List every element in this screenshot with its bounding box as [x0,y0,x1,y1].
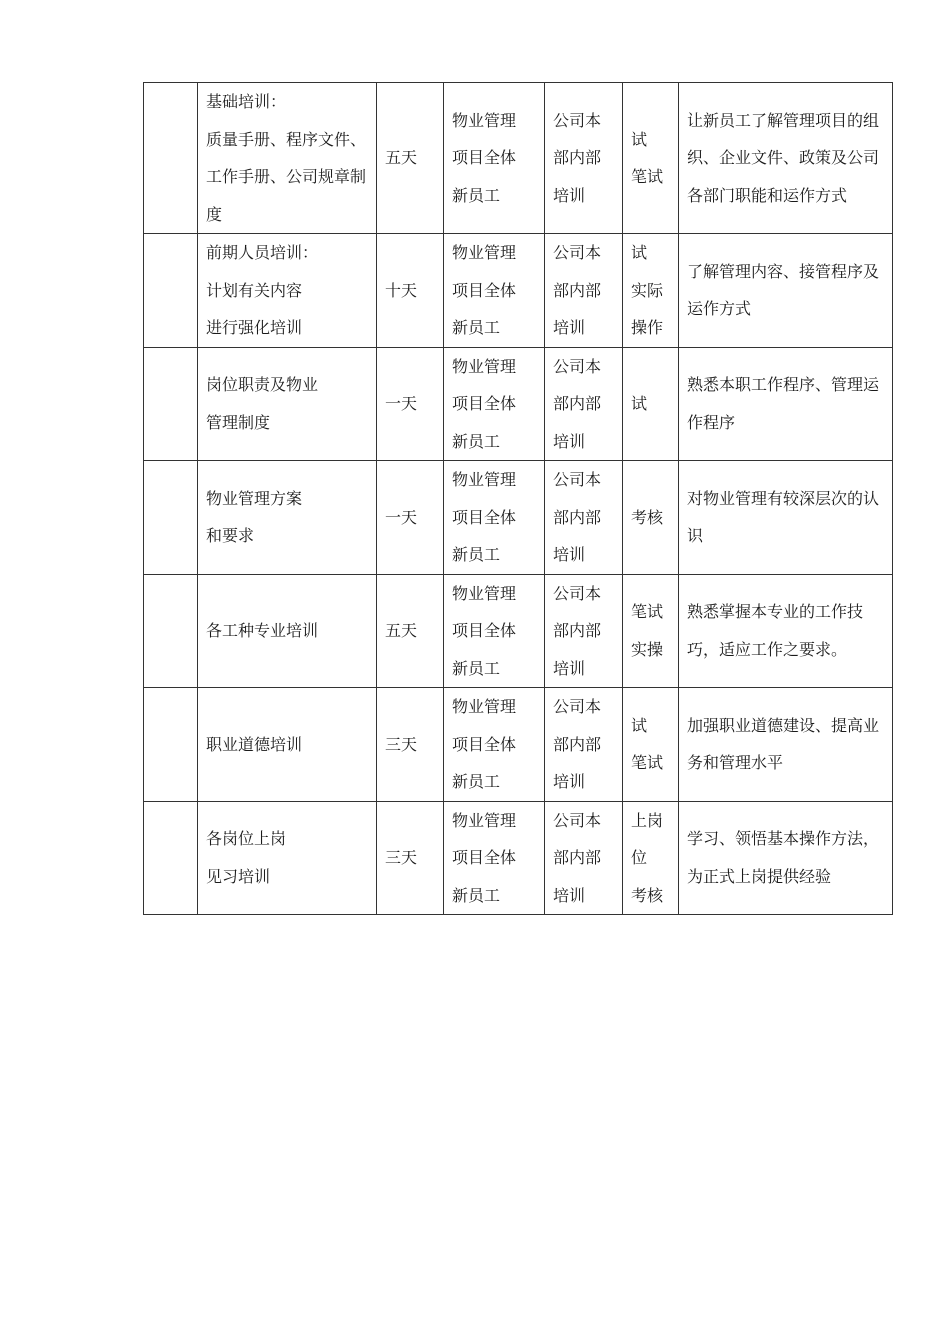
training-content-cell: 前期人员培训： 计划有关内容 进行强化培训 [198,234,377,348]
duration-cell: 三天 [377,801,444,915]
organizer-cell: 公司本 部内部 培训 [545,574,623,688]
purpose-cell: 对物业管理有较深层次的认识 [679,461,893,575]
row-index-cell [144,801,198,915]
trainees-cell: 物业管理 项目全体 新员工 [444,461,545,575]
duration-cell: 一天 [377,347,444,461]
table-row [144,83,893,234]
trainees-cell: 物业管理 项目全体 新员工 [444,688,545,802]
table-row [144,688,893,802]
table-row [144,574,893,688]
row-index-cell [144,234,198,348]
row-index-cell [144,461,198,575]
row-index-cell [144,83,198,234]
assessment-cell: 试 笔试 [623,688,679,802]
trainees-cell: 物业管理 项目全体 新员工 [444,234,545,348]
assessment-cell: 试 实际 操作 [623,234,679,348]
organizer-cell: 公司本 部内部 培训 [545,234,623,348]
row-index-cell [144,574,198,688]
duration-cell: 五天 [377,574,444,688]
trainees-cell: 物业管理 项目全体 新员工 [444,83,545,234]
duration-cell: 一天 [377,461,444,575]
table-row [144,801,893,915]
purpose-cell: 加强职业道德建设、提高业务和管理水平 [679,688,893,802]
organizer-cell: 公司本 部内部 培训 [545,461,623,575]
organizer-cell: 公司本 部内部 培训 [545,83,623,234]
assessment-cell: 上岗 位 考核 [623,801,679,915]
trainees-cell: 物业管理 项目全体 新员工 [444,347,545,461]
assessment-cell: 试 笔试 [623,83,679,234]
table-row [144,234,893,348]
row-index-cell [144,347,198,461]
assessment-cell: 笔试 实操 [623,574,679,688]
purpose-cell: 了解管理内容、接管程序及运作方式 [679,234,893,348]
organizer-cell: 公司本 部内部 培训 [545,688,623,802]
training-content-cell: 物业管理方案 和要求 [198,461,377,575]
row-index-cell [144,688,198,802]
table-row [144,347,893,461]
training-content-cell: 岗位职责及物业 管理制度 [198,347,377,461]
organizer-cell: 公司本 部内部 培训 [545,347,623,461]
purpose-cell: 让新员工了解管理项目的组织、企业文件、政策及公司各部门职能和运作方式 [679,83,893,234]
duration-cell: 十天 [377,234,444,348]
trainees-cell: 物业管理 项目全体 新员工 [444,801,545,915]
assessment-cell: 考核 [623,461,679,575]
table-row [144,461,893,575]
training-content-cell: 职业道德培训 [198,688,377,802]
assessment-cell: 试 [623,347,679,461]
training-content-cell: 各岗位上岗 见习培训 [198,801,377,915]
trainees-cell: 物业管理 项目全体 新员工 [444,574,545,688]
organizer-cell: 公司本 部内部 培训 [545,801,623,915]
duration-cell: 五天 [377,83,444,234]
table-body [144,83,893,915]
purpose-cell: 熟悉本职工作程序、管理运作程序 [679,347,893,461]
purpose-cell: 学习、领悟基本操作方法，为正式上岗提供经验 [679,801,893,915]
training-schedule-table [143,82,893,915]
training-content-cell: 基础培训： 质量手册、程序文件、工作手册、公司规章制度 [198,83,377,234]
training-content-cell: 各工种专业培训 [198,574,377,688]
duration-cell: 三天 [377,688,444,802]
purpose-cell: 熟悉掌握本专业的工作技巧，适应工作之要求。 [679,574,893,688]
